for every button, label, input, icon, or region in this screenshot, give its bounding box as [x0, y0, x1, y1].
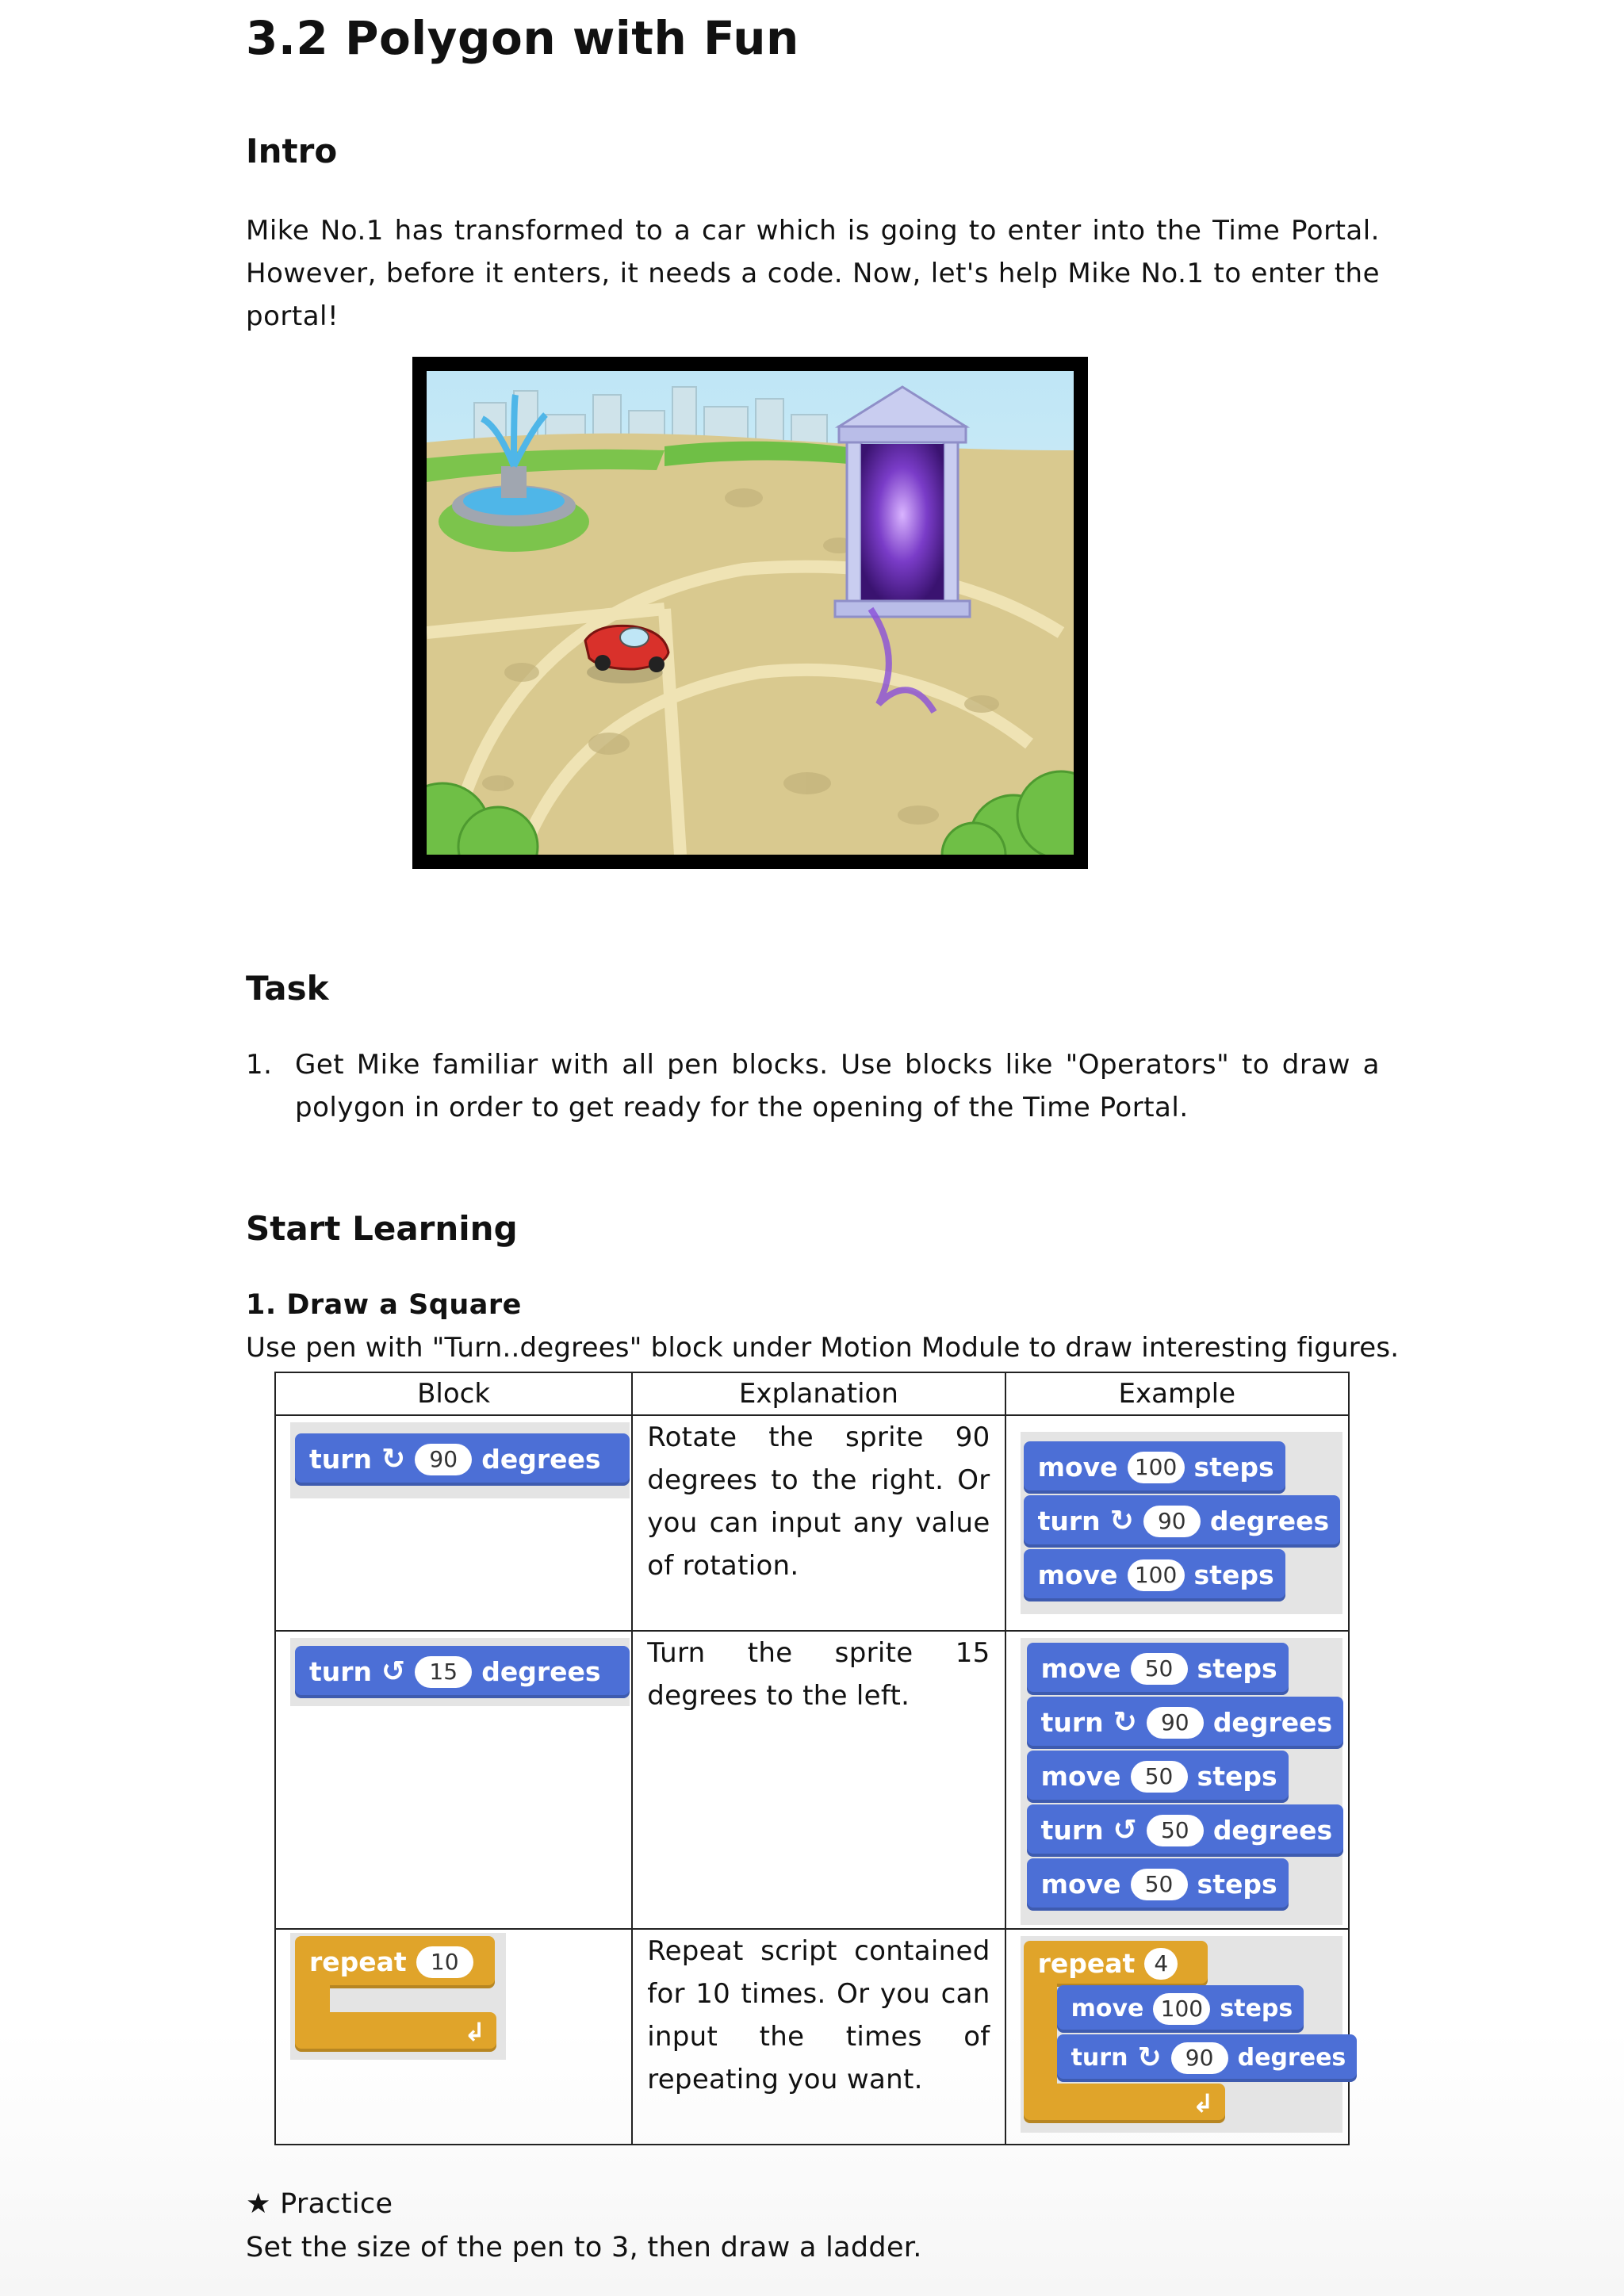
- block-snapshot: [290, 1638, 630, 1706]
- block-keyword: turn: [1071, 2044, 1128, 2072]
- task-item-number: 1.: [246, 1049, 273, 1081]
- example-snapshot: [1021, 1936, 1346, 2133]
- move-block: [1057, 1985, 1304, 2033]
- loop-arrow-icon: ↲: [1192, 2088, 1214, 2118]
- move-block: [1027, 1858, 1289, 1911]
- block-cell: [275, 1929, 632, 2145]
- example-cell: [1005, 1415, 1349, 1631]
- task-heading: Task: [246, 969, 329, 1008]
- block-keyword: turn: [309, 1656, 373, 1687]
- task-item-text: Get Mike familiar with all pen blocks. Use blocks like "Operators" to draw a polygon in order to get ready for the opening of the Time Portal.: [295, 1049, 1380, 1123]
- block-value: 4: [1144, 1948, 1178, 1980]
- turn-left-block: [1027, 1804, 1344, 1857]
- block-unit: steps: [1220, 1995, 1293, 2022]
- column-header-example: Example: [1005, 1372, 1349, 1415]
- example-cell: [1005, 1929, 1349, 2145]
- page-title: 3.2 Polygon with Fun: [246, 11, 799, 65]
- block-value: 100: [1153, 1993, 1210, 2025]
- block-cell: [275, 1631, 632, 1929]
- column-header-explanation: Explanation: [632, 1372, 1005, 1415]
- table-row: [275, 1929, 1349, 2145]
- repeat-block-header: [295, 1936, 495, 1988]
- practice-text: Set the size of the pen to 3, then draw a ladder.: [246, 2232, 922, 2263]
- table-header-row: [275, 1372, 1349, 1415]
- block-snapshot: [290, 1422, 630, 1498]
- block-keyword: turn: [1040, 1707, 1104, 1738]
- practice-label: ★ Practice: [246, 2188, 393, 2220]
- block-value: 50: [1131, 1653, 1188, 1685]
- block-value: 90: [1171, 2042, 1228, 2074]
- turn-right-block: [1027, 1697, 1344, 1749]
- time-portal-scene: [427, 371, 1074, 855]
- explanation-cell: Rotate the sprite 90 degrees to the right. Or you can input any value of rotation.: [632, 1415, 1005, 1631]
- section-sub-heading: 1. Draw a Square: [246, 1289, 522, 1321]
- block-unit: steps: [1197, 1869, 1277, 1900]
- rotate-left-icon: ↺: [1113, 1814, 1137, 1846]
- block-keyword: move: [1071, 1995, 1144, 2022]
- turn-left-block: [295, 1646, 630, 1698]
- move-block: [1027, 1751, 1289, 1803]
- block-value: 90: [1147, 1707, 1204, 1739]
- block-value: 50: [1131, 1761, 1188, 1793]
- repeat-block: [1024, 1941, 1346, 2128]
- rotate-right-icon: ↻: [1137, 2042, 1162, 2074]
- block-keyword: repeat: [1037, 1948, 1136, 1979]
- block-value: 50: [1131, 1869, 1188, 1900]
- block-unit: degrees: [481, 1656, 601, 1687]
- block-value: 10: [416, 1946, 473, 1978]
- repeat-block-arm: [295, 1984, 330, 2015]
- loop-arrow-icon: ↲: [464, 2017, 485, 2047]
- block-keyword: move: [1040, 1653, 1121, 1684]
- block-keyword: repeat: [309, 1946, 407, 1977]
- intro-heading: Intro: [246, 132, 338, 170]
- block-value: 15: [415, 1656, 472, 1688]
- learning-heading: Start Learning: [246, 1209, 518, 1248]
- move-block: [1027, 1643, 1289, 1695]
- blocks-table: [274, 1372, 1350, 2145]
- move-block: [1024, 1441, 1285, 1494]
- block-value: 90: [1143, 1506, 1201, 1537]
- block-value: 100: [1128, 1452, 1185, 1483]
- repeat-block-footer: [1024, 2084, 1225, 2123]
- turn-right-block: [1024, 1495, 1341, 1548]
- block-keyword: turn: [309, 1444, 373, 1475]
- block-keyword: move: [1040, 1869, 1121, 1900]
- block-unit: steps: [1193, 1452, 1274, 1483]
- explanation-cell: Turn the sprite 15 degrees to the left.: [632, 1631, 1005, 1929]
- block-unit: steps: [1197, 1653, 1277, 1684]
- block-unit: steps: [1193, 1559, 1274, 1590]
- example-cell: [1005, 1631, 1349, 1929]
- section-description: Use pen with "Turn..degrees" block under Motion Module to draw interesting figures.: [246, 1332, 1400, 1364]
- block-value: 90: [415, 1444, 472, 1475]
- block-keyword: turn: [1037, 1506, 1101, 1536]
- column-header-block: Block: [275, 1372, 632, 1415]
- block-value: 100: [1128, 1559, 1185, 1591]
- block-keyword: turn: [1040, 1815, 1104, 1846]
- block-value: 50: [1147, 1815, 1204, 1846]
- block-cell: [275, 1415, 632, 1631]
- example-snapshot: [1021, 1638, 1342, 1925]
- repeat-block-footer: [295, 2012, 496, 2052]
- hero-illustration: [412, 357, 1088, 869]
- block-unit: steps: [1197, 1761, 1277, 1792]
- block-unit: degrees: [1209, 1506, 1330, 1536]
- block-unit: degrees: [1237, 2044, 1346, 2072]
- turn-right-block: [295, 1433, 630, 1486]
- rotate-left-icon: ↺: [381, 1655, 406, 1688]
- intro-text: Mike No.1 has transformed to a car which is going to enter into the Time Portal. However, before it enters, it needs a code. Now, let's help Mike No.1 to enter the portal!: [246, 215, 1380, 332]
- turn-right-block: [1057, 2034, 1358, 2082]
- rotate-right-icon: ↻: [381, 1443, 406, 1475]
- repeat-block-arm: [1024, 1982, 1057, 2087]
- repeat-block: [295, 1936, 498, 2053]
- block-keyword: move: [1037, 1452, 1118, 1483]
- block-keyword: move: [1040, 1761, 1121, 1792]
- block-unit: degrees: [1212, 1707, 1333, 1738]
- move-block: [1024, 1549, 1285, 1601]
- block-snapshot: [290, 1933, 506, 2060]
- table-row: [275, 1631, 1349, 1929]
- table-row: [275, 1415, 1349, 1631]
- rotate-right-icon: ↻: [1113, 1706, 1137, 1739]
- block-unit: degrees: [1212, 1815, 1333, 1846]
- explanation-cell: Repeat script contained for 10 times. Or you can input the times of repeating you want.: [632, 1929, 1005, 2145]
- rotate-right-icon: ↻: [1109, 1505, 1134, 1537]
- repeat-block-header: [1024, 1941, 1208, 1987]
- example-snapshot: [1021, 1432, 1342, 1614]
- block-keyword: move: [1037, 1559, 1118, 1590]
- block-unit: degrees: [481, 1444, 601, 1475]
